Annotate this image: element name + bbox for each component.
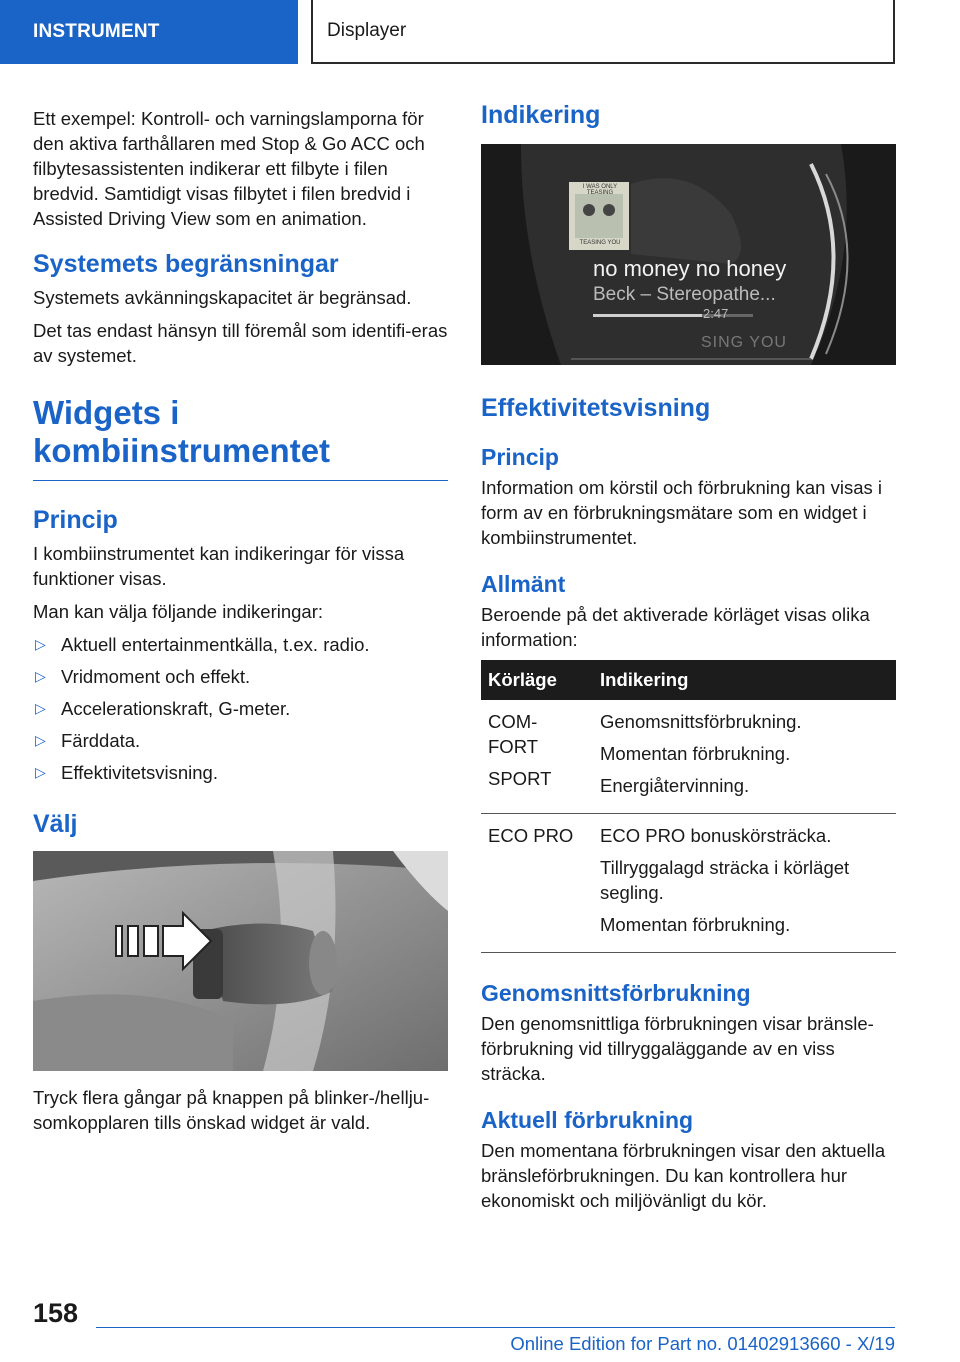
current-consumption-heading: Aktuell förbrukning [481,1107,694,1133]
edition-text: Online Edition for Part no. 01402913660 - X/19 [510,1333,895,1354]
column-header-display: Indikering [593,660,896,700]
right-column [481,100,896,1221]
cluster-display-icon [481,144,896,365]
widgets-heading-line-2: kombiinstrumentet [33,432,331,469]
widgets-heading [33,394,448,481]
efficiency-principle-paragraph: Information om körstil och förbrukning kan visas i form av en förbrukningsmätare som en widget i kombiinstrumentet. [481,477,883,548]
screen-bottom-text: SING YOU [701,334,787,351]
current-consumption-paragraph: Den momentana förbrukningen visar den aktuella bränsleförbrukningen. Du kan kontrollera hur ekonomiskt och miljövänligt du kör. [481,1140,886,1211]
track-progress [593,314,753,317]
display-cell: Genomsnittsförbrukning. Momentan förbrukning. Energiåtervinning. [593,700,896,814]
table-row [481,814,896,953]
widget-list [33,632,448,785]
mode-cell: COM-FORT SPORT [481,700,593,814]
principle-paragraph: I kombiinstrumentet kan indikeringar för vissa funktioner visas. [33,543,405,589]
list-item: ▷ Vridmoment och effekt. [35,666,251,687]
intro-paragraph: Ett exempel: Kontroll- och varningslamporna för den aktiva farthållaren med Stop & Go ACC och filbytesassistenten indikerar ett filbyte i filen bredvid. Samtidigt visas filbytet i filen bredvid i Assisted Driving View som en animation. [33,108,425,229]
list-item: ▷ Effektivitetsvisning. [35,762,218,783]
stalk-button-icon [33,851,448,1071]
triangle-bullet-icon: ▷ [35,764,46,780]
limits-heading: Systemets begränsningar [33,250,339,278]
widgets-heading-line-1: Widgets i [33,394,180,431]
footer-rule [96,1327,895,1328]
column-header-mode: Körläge [481,660,593,700]
page-number: 158 [33,1298,79,1328]
select-paragraph: Tryck flera gångar på knappen på blinker-/hellju‐somkopplaren tills önskad widget är vald. [33,1087,430,1133]
stalk-illustration [33,851,448,1071]
choose-intro: Man kan välja följande indikeringar: [33,601,324,622]
display-cell: ECO PRO bonuskörsträcka. Tillryggalagd sträcka i körläget segling. Momentan förbrukning. [593,814,896,953]
efficiency-heading: Effektivitetsvisning [481,394,711,422]
triangle-bullet-icon: ▷ [35,636,46,652]
section-tab: INSTRUMENT [0,0,298,64]
average-consumption-heading: Genomsnittsförbrukning [481,980,751,1006]
triangle-bullet-icon: ▷ [35,700,46,716]
display-heading: Indikering [481,101,601,129]
triangle-bullet-icon: ▷ [35,732,46,748]
limits-paragraph-1: Systemets avkänningskapacitet är begränsad. [33,287,412,308]
triangle-bullet-icon: ▷ [35,668,46,684]
chapter-title: Displayer [311,0,895,64]
limits-paragraph-2: Det tas endast hänsyn till föremål som identifi‐eras av systemet. [33,320,448,366]
list-item: ▷ Accelerationskraft, G-meter. [35,698,291,719]
mode-cell: ECO PRO [481,814,593,953]
average-consumption-paragraph: Den genomsnittliga förbrukningen visar bränsle‐förbrukning vid tillryggaläggande av en viss sträcka. [481,1013,874,1084]
track-artist: Beck – Stereopathe... [593,284,776,305]
list-item: ▷ Aktuell entertainmentkälla, t.ex. radio. [35,634,370,655]
cluster-screen-image [481,144,896,365]
select-heading: Välj [33,810,78,838]
album-label-top: I WAS ONLY TEASING [582,184,618,196]
table-header-row [481,660,896,700]
track-title: no money no honey [593,256,787,281]
general-heading: Allmänt [481,571,566,597]
efficiency-principle-heading: Princip [481,444,559,470]
general-paragraph: Beroende på det aktiverade körläget visas olika information: [481,604,870,650]
table-row [481,700,896,814]
track-time: 2:47 [703,306,729,321]
drive-mode-table [481,660,896,953]
left-column [33,106,448,1143]
album-label-bottom: TEASING YOU [579,240,621,246]
principle-heading: Princip [33,506,118,534]
list-item: ▷ Färddata. [35,730,141,751]
